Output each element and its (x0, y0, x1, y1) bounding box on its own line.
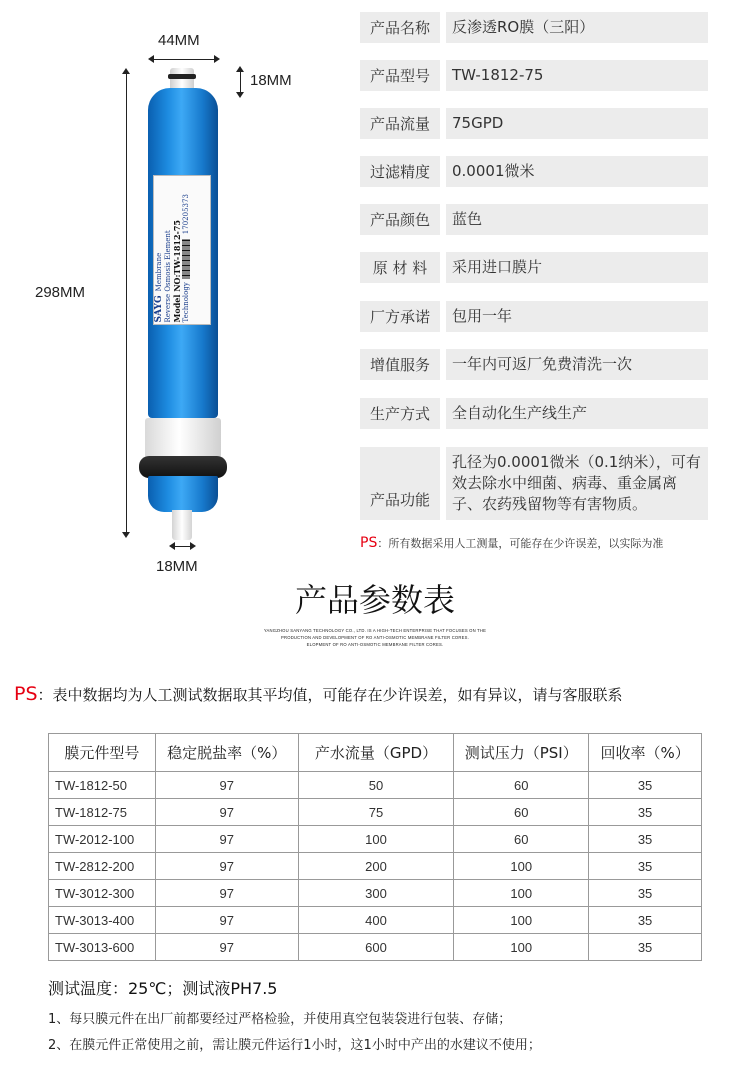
spec-row (360, 447, 708, 520)
table-cell: 400 (298, 907, 454, 934)
company-tagline-2: PRODUCTION AND DEVELOPMENT OF RO ANTI-OSMOTIC MEMBRANE FILTER CORES. (281, 635, 469, 640)
table-cell: 97 (155, 934, 298, 961)
sticker-element: Reverse Osmosis Element (164, 230, 172, 323)
spec-value: 包用一年 (446, 301, 708, 332)
table-cell: 100 (298, 826, 454, 853)
membrane-sticker (153, 175, 211, 325)
spec-row (360, 204, 708, 235)
spec-key: 原 材 料 (360, 252, 440, 283)
ps-label: PS (360, 535, 378, 551)
model-table (48, 733, 702, 961)
table-cell: 100 (454, 853, 589, 880)
note-2: 2、在膜元件正常使用之前，需让膜元件运行1小时，这1小时中产出的水建议不使用； (48, 1038, 541, 1053)
table-cell: 35 (589, 799, 702, 826)
table-row (49, 907, 702, 934)
width-dimension-arrow (150, 59, 218, 60)
spec-row (360, 301, 708, 332)
bottom-fitting-dimension-label: 18MM (156, 558, 198, 575)
arrow-right-icon (214, 55, 220, 63)
measurement-disclaimer (360, 535, 663, 551)
brine-seal-ring (139, 456, 227, 478)
table-cell: TW-1812-50 (49, 772, 156, 799)
spec-key: 增值服务 (360, 349, 440, 380)
ps-text: ：所有数据采用人工测量，可能存在少许误差，以实际为准 (377, 537, 664, 550)
table-cell: TW-3013-400 (49, 907, 156, 934)
table-cell: 60 (454, 772, 589, 799)
table-row (49, 853, 702, 880)
spec-value: 75GPD (446, 108, 708, 139)
table-cell: TW-2812-200 (49, 853, 156, 880)
test-condition: 测试温度：25℃；测试液PH7.5 (48, 979, 278, 998)
bottom-fitting (172, 510, 192, 540)
spec-row (360, 156, 708, 187)
table-cell: 200 (298, 853, 454, 880)
spec-key: 产品流量 (360, 108, 440, 139)
page-title: 产品参数表 (294, 581, 455, 619)
spec-value: 反渗透RO膜（三阳） (446, 12, 708, 43)
brine-seal-sleeve (145, 418, 221, 458)
table-row (49, 826, 702, 853)
spec-value: 一年内可返厂免费清洗一次 (446, 349, 708, 380)
spec-value: 全自动化生产线生产 (446, 398, 708, 429)
table-cell: 60 (454, 826, 589, 853)
height-dimension-label: 298MM (35, 284, 86, 301)
table-cell: TW-3012-300 (49, 880, 156, 907)
ps-label: PS (14, 683, 38, 705)
spec-row (360, 108, 708, 139)
column-header-rejection: 稳定脱盐率（%） (155, 734, 298, 772)
barcode-icon (182, 238, 190, 278)
table-cell: 97 (155, 853, 298, 880)
arrow-up-icon (122, 68, 130, 74)
table-cell: 35 (589, 934, 702, 961)
sticker-tech: Technology (182, 282, 190, 323)
table-cell: 35 (589, 772, 702, 799)
table-cell: 97 (155, 799, 298, 826)
spec-key: 过滤精度 (360, 156, 440, 187)
spec-row (360, 398, 708, 429)
spec-key: 厂方承诺 (360, 301, 440, 332)
spec-key: 生产方式 (360, 398, 440, 429)
note-1: 1、每只膜元件在出厂前都要经过严格检验，并使用真空包装袋进行包装、存储； (48, 1012, 512, 1027)
spec-value: 孔径为0.0001微米（0.1纳米），可有效去除水中细菌、病毒、重金属离子、农药残留物等有害物质。 (446, 447, 708, 520)
table-cell: TW-3013-600 (49, 934, 156, 961)
table-cell: 60 (454, 799, 589, 826)
arrow-down-icon (236, 92, 244, 98)
table-cell: 97 (155, 826, 298, 853)
product-figure (0, 0, 350, 590)
table-cell: TW-2012-100 (49, 826, 156, 853)
height-dimension-arrow (126, 70, 127, 536)
spec-key: 产品名称 (360, 12, 440, 43)
arrow-up-icon (236, 66, 244, 72)
table-cell: 50 (298, 772, 454, 799)
table-cell: 100 (454, 934, 589, 961)
sticker-model: Model NO:TW-1812-75 (172, 220, 182, 323)
table-cell: 35 (589, 853, 702, 880)
table-header-row (49, 734, 702, 772)
spec-key: 产品型号 (360, 60, 440, 91)
table-cell: 100 (454, 907, 589, 934)
table-cell: TW-1812-75 (49, 799, 156, 826)
company-tagline-1: YANGZHOU SANYANG TECHNOLOGY CO., LTD. IS A HIGH-TECH ENTERPRISE THAT FOCUSES ON THE (263, 628, 487, 633)
column-header-recovery: 回收率（%） (589, 734, 702, 772)
spec-value: 0.0001微米 (446, 156, 708, 187)
spec-key: 产品颜色 (360, 204, 440, 235)
table-cell: 600 (298, 934, 454, 961)
table-cell: 35 (589, 826, 702, 853)
table-row (49, 772, 702, 799)
spec-key: 产品功能 (360, 447, 440, 520)
width-dimension-label: 44MM (158, 32, 200, 49)
ps-text: ：表中数据均为人工测试数据取其平均值，可能存在少许误差，如有异议，请与客服联系 (37, 686, 623, 704)
spec-row (360, 349, 708, 380)
arrow-right-icon (190, 542, 196, 550)
top-fitting-dimension-label: 18MM (250, 72, 292, 89)
column-header-model: 膜元件型号 (49, 734, 156, 772)
arrow-left-icon (169, 542, 175, 550)
company-tagline-3: ELOPMENT OF RO ANTI-OSMOTIC MEMBRANE FILTER CORES. (306, 642, 444, 647)
table-cell: 300 (298, 880, 454, 907)
membrane-housing-bottom (148, 476, 218, 512)
column-header-pressure: 测试压力（PSI） (454, 734, 589, 772)
spec-row (360, 60, 708, 91)
arrow-left-icon (148, 55, 154, 63)
spec-value: 采用进口膜片 (446, 252, 708, 283)
sticker-membrane: Membrane (155, 252, 163, 292)
spec-value: 蓝色 (446, 204, 708, 235)
table-cell: 35 (589, 907, 702, 934)
table-cell: 100 (454, 880, 589, 907)
table-cell: 97 (155, 907, 298, 934)
sticker-serial: 170205373 (182, 194, 190, 235)
spec-row (360, 252, 708, 283)
table-disclaimer (14, 683, 623, 705)
spec-row (360, 12, 708, 43)
table-row (49, 880, 702, 907)
spec-value: TW-1812-75 (446, 60, 708, 91)
table-cell: 35 (589, 880, 702, 907)
table-cell: 75 (298, 799, 454, 826)
top-fitting (170, 68, 194, 90)
sticker-brand: SAYG (154, 295, 164, 323)
column-header-flow: 产水流量（GPD） (298, 734, 454, 772)
table-cell: 97 (155, 772, 298, 799)
arrow-down-icon (122, 532, 130, 538)
table-row (49, 799, 702, 826)
table-row (49, 934, 702, 961)
table-cell: 97 (155, 880, 298, 907)
